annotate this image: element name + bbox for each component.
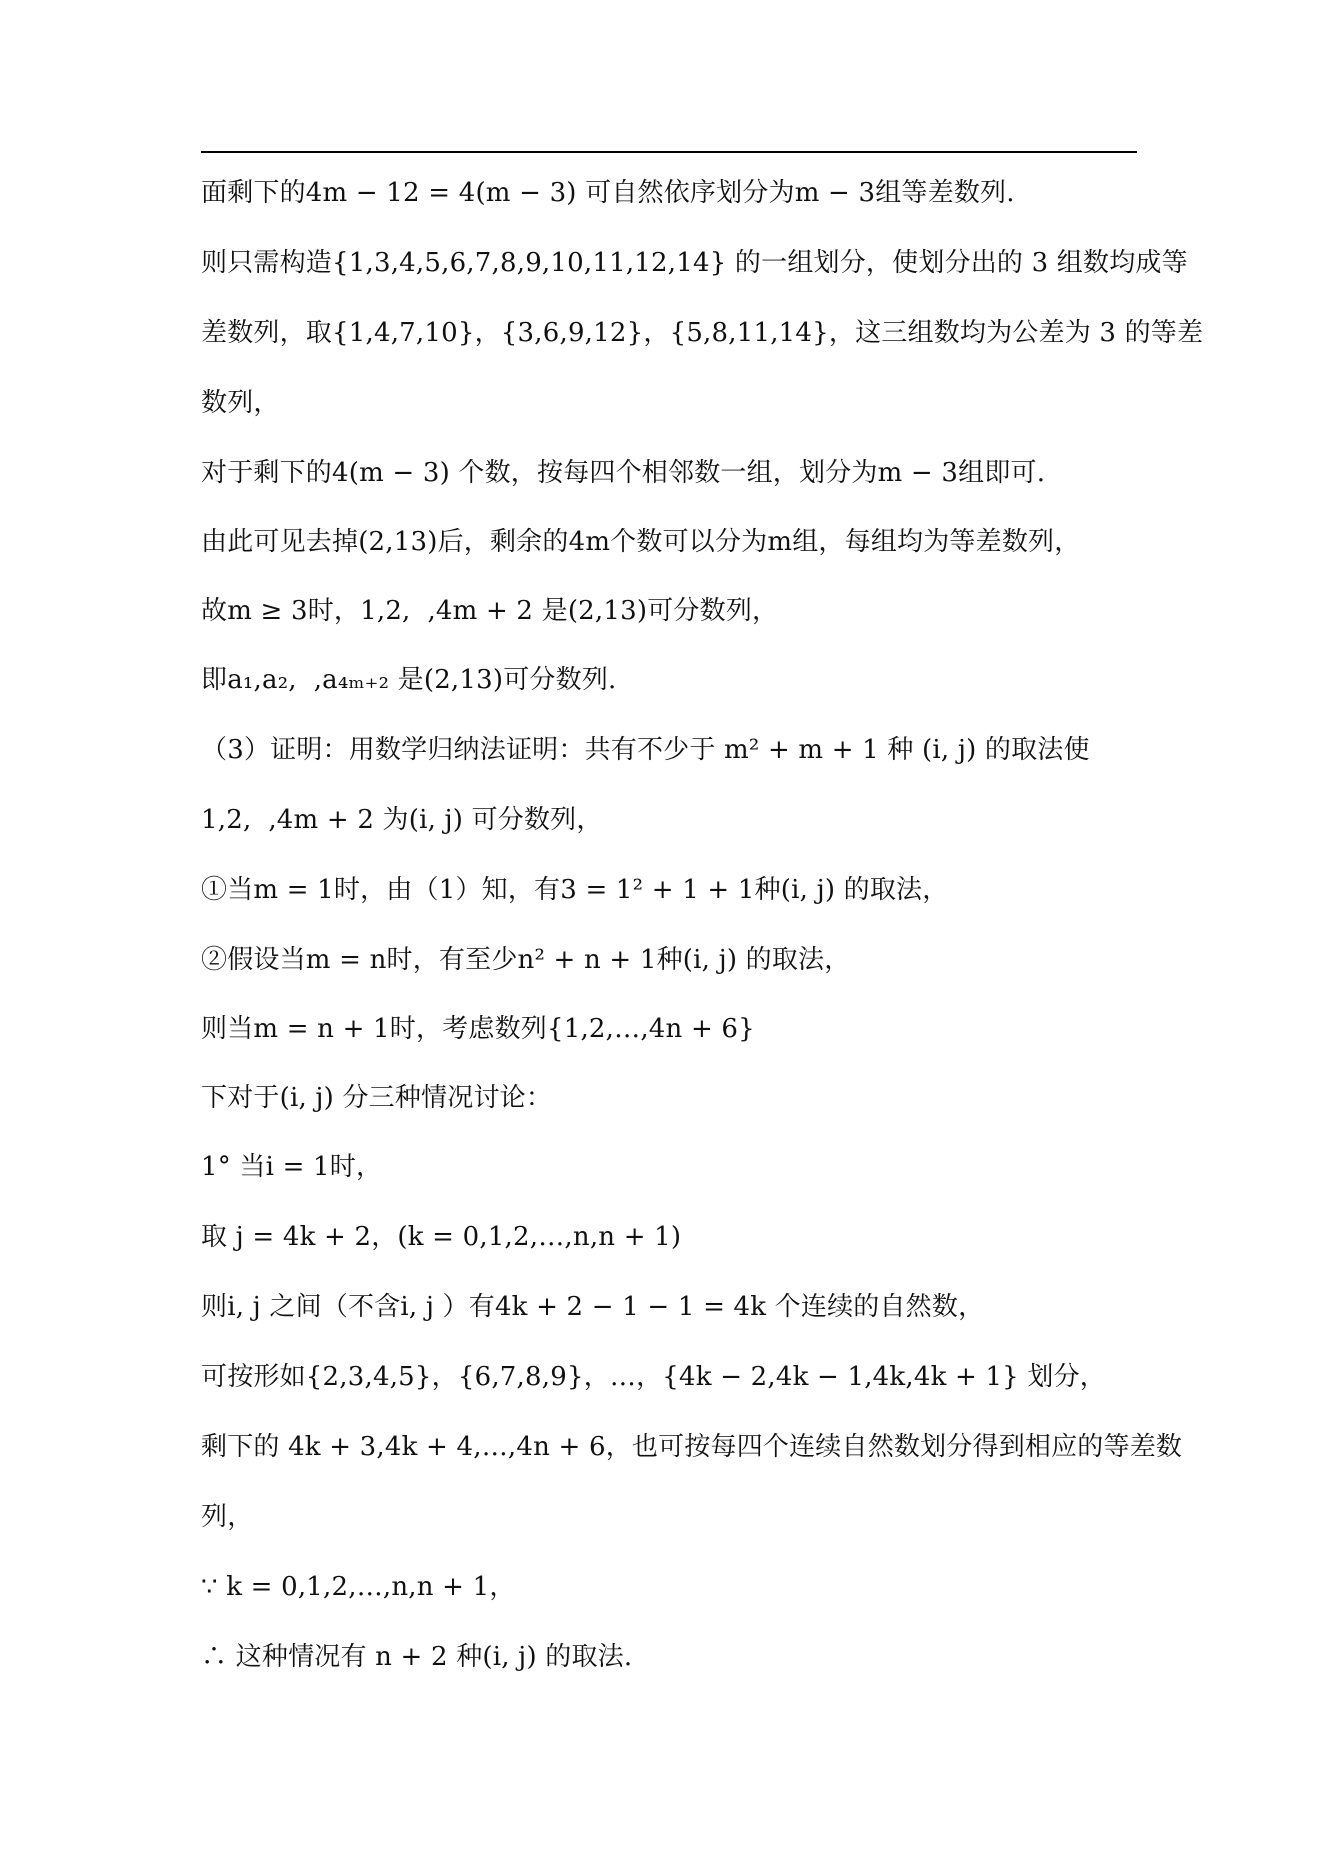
text-line-18: 可按形如{2,3,4,5}，{6,7,8,9}，…，{4k − 2,4k − 1,4k,4k + 1} 划分， bbox=[201, 1362, 1106, 1392]
text-line-5: 对于剩下的4(m − 3) 个数，按每四个相邻数一组，划分为m − 3组即可. bbox=[201, 458, 1046, 488]
text-line-22: ∴ 这种情况有 n + 2 种(i, j) 的取法. bbox=[201, 1642, 633, 1672]
text-line-19: 剩下的 4k + 3,4k + 4,…,4n + 6，也可按每四个连续自然数划分得到相应的等差数 bbox=[201, 1432, 1183, 1462]
text-line-17: 则i, j 之间（不含i, j ）有4k + 2 − 1 − 1 = 4k 个连续的自然数， bbox=[201, 1292, 985, 1322]
text-line-11: ①当m = 1时，由（1）知，有3 = 1² + 1 + 1种(i, j) 的取法， bbox=[201, 875, 949, 905]
text-line-15: 1° 当i = 1时， bbox=[201, 1152, 383, 1182]
text-line-8: 即a₁,a₂, ,a₄ₘ₊₂ 是(2,13)可分数列. bbox=[201, 665, 617, 695]
text-line-12: ②假设当m = n时，有至少n² + n + 1种(i, j) 的取法， bbox=[201, 945, 851, 975]
text-line-6: 由此可见去掉(2,13)后，剩余的4m个数可以分为m组，每组均为等差数列， bbox=[201, 527, 1081, 557]
header-rule bbox=[201, 151, 1137, 153]
text-line-16: 取 j = 4k + 2，(k = 0,1,2,…,n,n + 1) bbox=[201, 1222, 682, 1252]
text-line-1: 面剩下的4m − 12 = 4(m − 3) 可自然依序划分为m − 3组等差数列. bbox=[201, 178, 1015, 208]
text-line-2: 则只需构造{1,3,4,5,6,7,8,9,10,11,12,14} 的一组划分，使划分出的 3 组数均成等 bbox=[201, 248, 1188, 278]
text-line-13: 则当m = n + 1时，考虑数列{1,2,…,4n + 6} bbox=[201, 1014, 755, 1044]
text-line-9: （3）证明：用数学归纳法证明：共有不少于 m² + m + 1 种 (i, j) 的取法使 bbox=[201, 735, 1090, 765]
text-line-14: 下对于(i, j) 分三种情况讨论： bbox=[201, 1083, 553, 1113]
text-line-7: 故m ≥ 3时，1,2, ,4m + 2 是(2,13)可分数列， bbox=[201, 596, 779, 626]
text-line-10: 1,2, ,4m + 2 为(i, j) 可分数列， bbox=[201, 805, 603, 835]
text-line-3: 差数列，取{1,4,7,10}，{3,6,9,12}，{5,8,11,14}，这三组数均为公差为 3 的等差 bbox=[201, 318, 1204, 348]
text-line-4: 数列， bbox=[201, 388, 280, 418]
text-line-20: 列， bbox=[201, 1502, 254, 1532]
text-line-21: ∵ k = 0,1,2,…,n,n + 1， bbox=[201, 1572, 516, 1602]
